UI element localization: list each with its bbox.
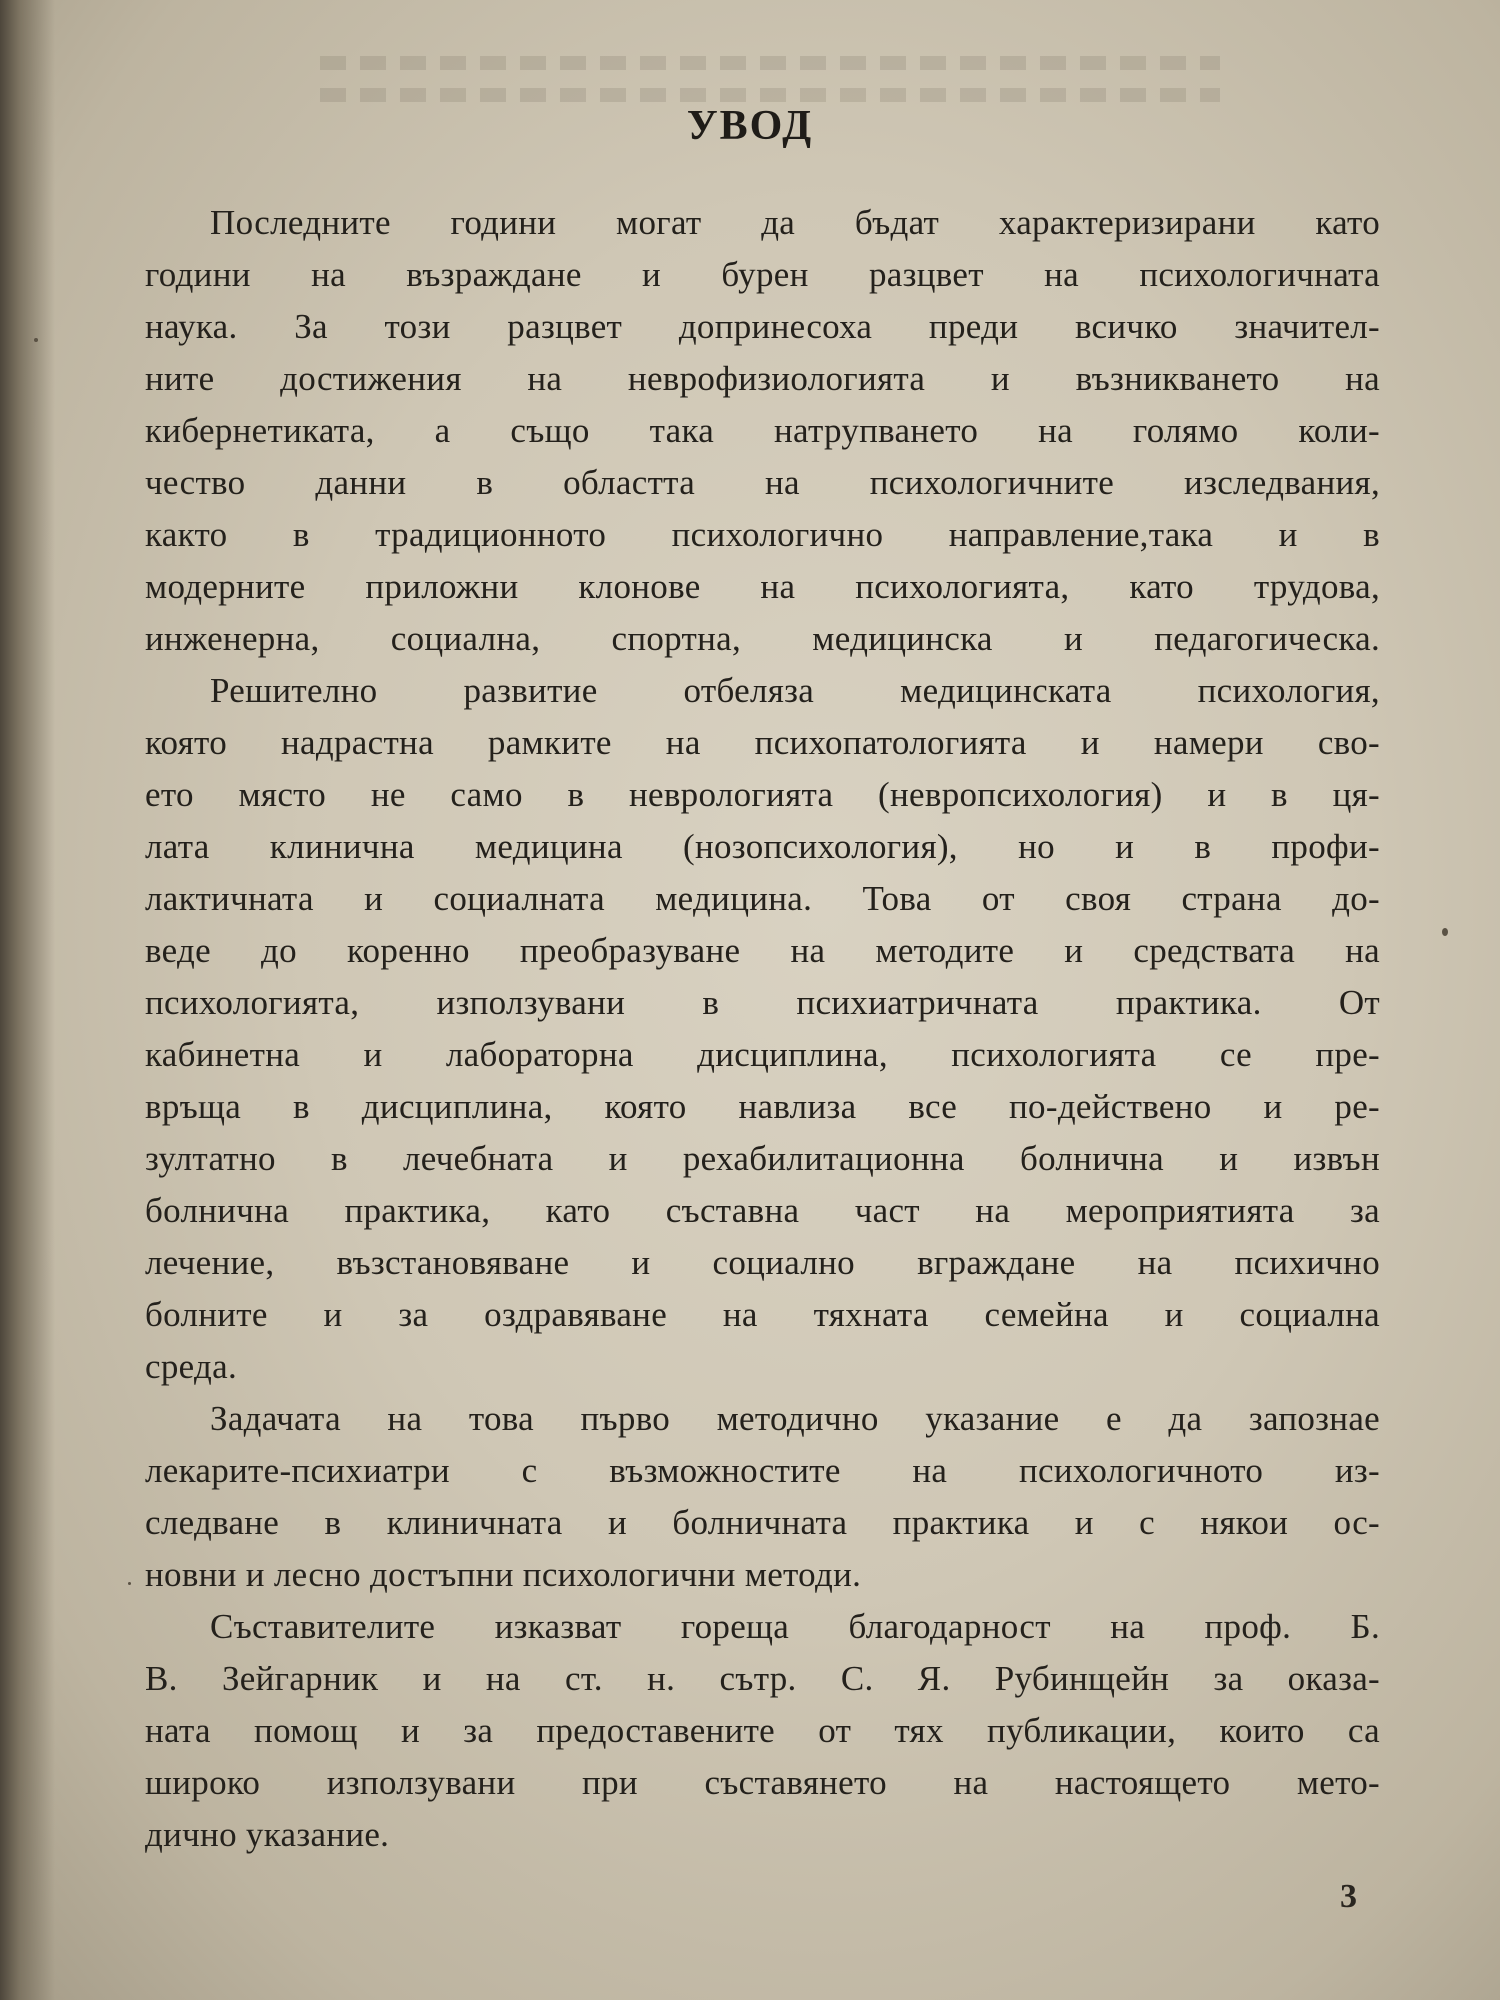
- text-line: Съставителите изказват гореща благодарност на проф. Б.: [210, 1607, 1380, 1646]
- paper-speck: [1442, 928, 1448, 936]
- paper-speck: [34, 338, 38, 342]
- text-line: болнична практика, като съставна част на мероприятията за: [145, 1191, 1380, 1230]
- page-binding-shadow: [0, 0, 55, 2000]
- text-line: връща в дисциплина, която навлиза все по-действено и ре-: [145, 1087, 1380, 1126]
- text-line: психологията, използувани в психиатричната практика. От: [145, 983, 1380, 1022]
- text-line: болните и за оздравяване на тяхната семейна и социална: [145, 1295, 1380, 1334]
- text-line: както в традиционното психологично направление,така и в: [145, 515, 1380, 554]
- text-line: инженерна, социална, спортна, медицинска и педагогическа.: [145, 619, 1380, 658]
- text-line: лекарите-психиатри с възможностите на психологичното из-: [145, 1451, 1380, 1490]
- body-text: [145, 197, 1380, 1861]
- text-line: зултатно в лечебната и рехабилитационна болнична и извън: [145, 1139, 1380, 1178]
- text-line: широко използувани при съставянето на настоящето мето-: [145, 1763, 1380, 1802]
- page-number: 3: [1340, 1878, 1357, 1915]
- text-line: лата клинична медицина (нозопсихология), но и в профи-: [145, 827, 1380, 866]
- paper-speck: [128, 1582, 131, 1585]
- text-line: В. Зейгарник и на ст. н. сътр. С. Я. Рубинщейн за оказа-: [145, 1659, 1380, 1698]
- text-line: Решително развитие отбеляза медицинската психология,: [210, 671, 1380, 710]
- text-line: следване в клиничната и болничната практика и с някои ос-: [145, 1503, 1380, 1542]
- text-line: ните достижения на неврофизиологията и възникването на: [145, 359, 1380, 398]
- text-line: години на възраждане и бурен разцвет на психологичната: [145, 255, 1380, 294]
- text-line: ната помощ и за предоставените от тях публикации, които са: [145, 1711, 1380, 1750]
- page-title: УВОД: [686, 103, 814, 149]
- text-line: среда.: [145, 1347, 238, 1386]
- show-through-line: [320, 56, 1220, 70]
- text-line: новни и лесно достъпни психологични методи.: [145, 1555, 862, 1594]
- text-line: кабинетна и лабораторна дисциплина, психологията се пре-: [145, 1035, 1380, 1074]
- text-line: модерните приложни клонове на психологията, като трудова,: [145, 567, 1380, 606]
- text-line: лактичната и социалната медицина. Това от своя страна до-: [145, 879, 1380, 918]
- text-line: чество данни в областта на психологичните изследвания,: [145, 463, 1380, 502]
- text-line: Последните години могат да бъдат характеризирани като: [210, 203, 1380, 242]
- text-line: дично указание.: [145, 1815, 390, 1854]
- text-line: ето място не само в неврологията (невропсихология) и в ця-: [145, 775, 1380, 814]
- show-through-line: [320, 88, 1220, 102]
- text-line: лечение, възстановяване и социално вграждане на психично: [145, 1243, 1380, 1282]
- text-line: която надрастна рамките на психопатологията и намери сво-: [145, 723, 1380, 762]
- text-line: Задачата на това първо методично указание е да запознае: [210, 1399, 1380, 1438]
- text-line: наука. За този разцвет допринесоха преди всичко значител-: [145, 307, 1380, 346]
- text-line: веде до коренно преобразуване на методите и средствата на: [145, 931, 1380, 970]
- text-line: кибернетиката, а също така натрупването на голямо коли-: [145, 411, 1380, 450]
